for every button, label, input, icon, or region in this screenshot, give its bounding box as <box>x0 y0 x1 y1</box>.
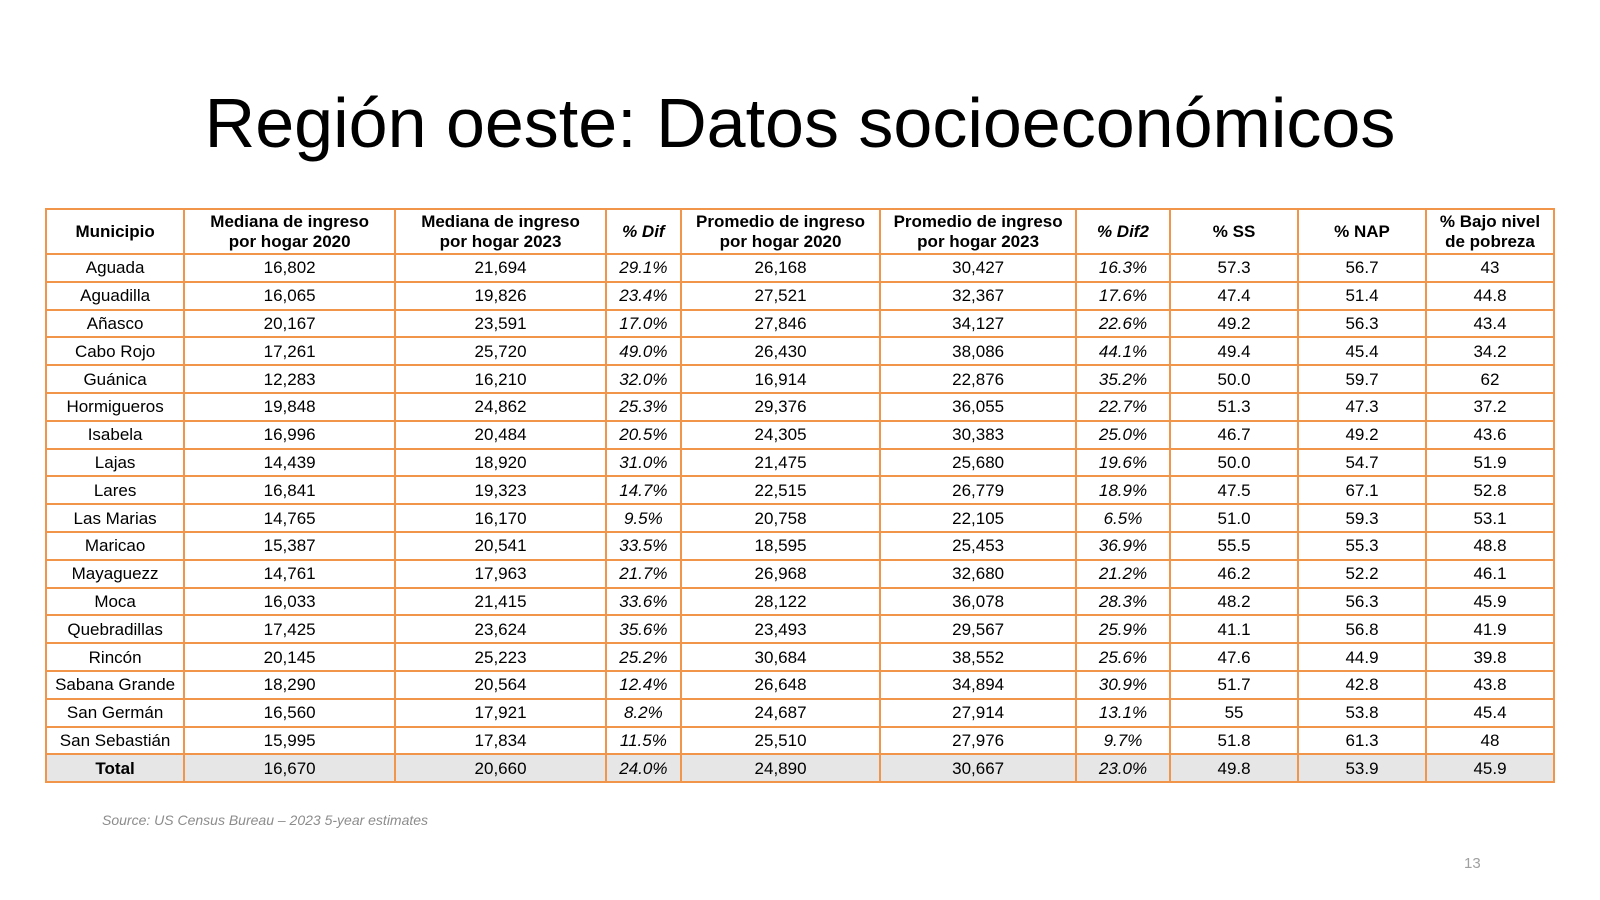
table-cell: 62 <box>1426 365 1554 393</box>
table-cell: 24,305 <box>681 421 881 449</box>
column-header-line: de pobreza <box>1445 231 1535 251</box>
table-cell: 17,834 <box>395 727 606 755</box>
table-cell: 35.6% <box>606 615 681 643</box>
table-cell: 21.2% <box>1076 560 1170 588</box>
table-cell: 16,170 <box>395 504 606 532</box>
column-header-line: por hogar 2023 <box>917 231 1040 251</box>
table-cell: 44.9 <box>1298 643 1426 671</box>
table-cell: 33.6% <box>606 588 681 616</box>
table-cell: 48.2 <box>1170 588 1298 616</box>
table-cell: 43 <box>1426 254 1554 282</box>
table-cell: 29.1% <box>606 254 681 282</box>
table-cell: 43.6 <box>1426 421 1554 449</box>
table-cell: 47.5 <box>1170 476 1298 504</box>
table-cell: 59.7 <box>1298 365 1426 393</box>
table-header <box>46 209 1554 254</box>
socioeconomic-table <box>45 208 1555 783</box>
table-cell: 22,515 <box>681 476 881 504</box>
table-cell: 30,383 <box>880 421 1076 449</box>
municipio-cell: Hormigueros <box>46 393 184 421</box>
table-cell: 49.4 <box>1170 337 1298 365</box>
table-cell: 51.3 <box>1170 393 1298 421</box>
table-cell: 52.8 <box>1426 476 1554 504</box>
table-cell: 45.9 <box>1426 588 1554 616</box>
municipio-cell: Mayaguezz <box>46 560 184 588</box>
table-cell: 19,848 <box>184 393 395 421</box>
column-header <box>681 209 881 254</box>
table-cell: 48.8 <box>1426 532 1554 560</box>
table-cell: 59.3 <box>1298 504 1426 532</box>
table-cell: 34.2 <box>1426 337 1554 365</box>
table-cell: 23.0% <box>1076 754 1170 782</box>
table-cell: 52.2 <box>1298 560 1426 588</box>
table-cell: 19,826 <box>395 282 606 310</box>
table-body <box>46 254 1554 782</box>
table-cell: 36,055 <box>880 393 1076 421</box>
municipio-cell: Moca <box>46 588 184 616</box>
table-cell: 25,510 <box>681 727 881 755</box>
table-cell: 16,033 <box>184 588 395 616</box>
table-cell: 20,541 <box>395 532 606 560</box>
table-cell: 49.8 <box>1170 754 1298 782</box>
table-cell: 15,387 <box>184 532 395 560</box>
table-cell: 24,890 <box>681 754 881 782</box>
column-header <box>184 209 395 254</box>
table-cell: 49.2 <box>1298 421 1426 449</box>
table-cell: 42.8 <box>1298 671 1426 699</box>
table-cell: 46.1 <box>1426 560 1554 588</box>
column-header <box>1076 209 1170 254</box>
table-cell: 16,560 <box>184 699 395 727</box>
table-cell: 18,920 <box>395 449 606 477</box>
table-cell: 27,976 <box>880 727 1076 755</box>
source-note: Source: US Census Bureau – 2023 5-year estimates <box>102 812 429 828</box>
table-cell: 49.2 <box>1170 310 1298 338</box>
table-cell: 9.7% <box>1076 727 1170 755</box>
table-row <box>46 671 1554 699</box>
table-cell: 27,846 <box>681 310 881 338</box>
table-cell: 45.9 <box>1426 754 1554 782</box>
table-cell: 16,914 <box>681 365 881 393</box>
table-cell: 18,290 <box>184 671 395 699</box>
table-cell: 9.5% <box>606 504 681 532</box>
table-cell: 53.9 <box>1298 754 1426 782</box>
table-cell: 11.5% <box>606 727 681 755</box>
table-cell: 25.6% <box>1076 643 1170 671</box>
municipio-cell: Quebradillas <box>46 615 184 643</box>
column-header <box>606 209 681 254</box>
table-cell: 16.3% <box>1076 254 1170 282</box>
municipio-cell: Añasco <box>46 310 184 338</box>
table-cell: 55 <box>1170 699 1298 727</box>
table-cell: 41.1 <box>1170 615 1298 643</box>
table-cell: 67.1 <box>1298 476 1426 504</box>
table-cell: 50.0 <box>1170 449 1298 477</box>
column-header-line: % NAP <box>1334 221 1390 241</box>
municipio-cell: Aguada <box>46 254 184 282</box>
table-cell: 43.4 <box>1426 310 1554 338</box>
table-cell: 25.9% <box>1076 615 1170 643</box>
column-header-line: Municipio <box>75 221 155 241</box>
table-cell: 31.0% <box>606 449 681 477</box>
slide-title: Región oeste: Datos socioeconómicos <box>204 84 1396 162</box>
table-cell: 17,425 <box>184 615 395 643</box>
table-cell: 32,367 <box>880 282 1076 310</box>
table-cell: 23,624 <box>395 615 606 643</box>
table-cell: 46.7 <box>1170 421 1298 449</box>
table-cell: 35.2% <box>1076 365 1170 393</box>
table-cell: 25,720 <box>395 337 606 365</box>
table-row <box>46 449 1554 477</box>
column-header <box>395 209 606 254</box>
table-cell: 54.7 <box>1298 449 1426 477</box>
table-cell: 26,648 <box>681 671 881 699</box>
table-cell: 28.3% <box>1076 588 1170 616</box>
municipio-cell: Total <box>46 754 184 782</box>
table-cell: 20,564 <box>395 671 606 699</box>
municipio-cell: Lares <box>46 476 184 504</box>
table-cell: 25.3% <box>606 393 681 421</box>
table-cell: 45.4 <box>1426 699 1554 727</box>
table-cell: 47.3 <box>1298 393 1426 421</box>
table-cell: 24,862 <box>395 393 606 421</box>
table-cell: 19.6% <box>1076 449 1170 477</box>
municipio-cell: Sabana Grande <box>46 671 184 699</box>
table-cell: 30,427 <box>880 254 1076 282</box>
table-cell: 56.3 <box>1298 588 1426 616</box>
table-cell: 20,145 <box>184 643 395 671</box>
table-cell: 44.8 <box>1426 282 1554 310</box>
municipio-cell: Guánica <box>46 365 184 393</box>
column-header-line: por hogar 2020 <box>228 231 351 251</box>
municipio-cell: Cabo Rojo <box>46 337 184 365</box>
table-cell: 16,841 <box>184 476 395 504</box>
table-cell: 34,127 <box>880 310 1076 338</box>
municipio-cell: Isabela <box>46 421 184 449</box>
table-cell: 56.7 <box>1298 254 1426 282</box>
table-cell: 23,591 <box>395 310 606 338</box>
table-cell: 19,323 <box>395 476 606 504</box>
column-header <box>1170 209 1298 254</box>
table-cell: 24,687 <box>681 699 881 727</box>
table-row <box>46 615 1554 643</box>
table-cell: 21,694 <box>395 254 606 282</box>
table-cell: 17.0% <box>606 310 681 338</box>
municipio-cell: San Sebastián <box>46 727 184 755</box>
column-header-line: por hogar 2020 <box>719 231 842 251</box>
table-cell: 27,914 <box>880 699 1076 727</box>
table-cell: 20.5% <box>606 421 681 449</box>
table-row <box>46 337 1554 365</box>
table-cell: 22.6% <box>1076 310 1170 338</box>
table-cell: 39.8 <box>1426 643 1554 671</box>
table-cell: 14.7% <box>606 476 681 504</box>
table-cell: 20,758 <box>681 504 881 532</box>
column-header-line: Promedio de ingreso <box>893 211 1063 231</box>
table-row <box>46 476 1554 504</box>
table-cell: 12,283 <box>184 365 395 393</box>
table-cell: 16,996 <box>184 421 395 449</box>
table-cell: 17.6% <box>1076 282 1170 310</box>
table-cell: 17,921 <box>395 699 606 727</box>
table-cell: 25.0% <box>1076 421 1170 449</box>
table-cell: 21,475 <box>681 449 881 477</box>
table-cell: 20,484 <box>395 421 606 449</box>
table-cell: 20,660 <box>395 754 606 782</box>
table-row <box>46 560 1554 588</box>
column-header-line: % Dif2 <box>1096 221 1149 241</box>
municipio-cell: Rincón <box>46 643 184 671</box>
table-row <box>46 310 1554 338</box>
table-cell: 53.8 <box>1298 699 1426 727</box>
table-cell: 18.9% <box>1076 476 1170 504</box>
table-cell: 17,963 <box>395 560 606 588</box>
column-header <box>1426 209 1554 254</box>
column-header <box>46 209 184 254</box>
column-header-line: % SS <box>1212 221 1256 241</box>
table-cell: 24.0% <box>606 754 681 782</box>
table-cell: 17,261 <box>184 337 395 365</box>
table-row <box>46 643 1554 671</box>
column-header <box>880 209 1076 254</box>
table-cell: 26,430 <box>681 337 881 365</box>
municipio-cell: Aguadilla <box>46 282 184 310</box>
table-cell: 25.2% <box>606 643 681 671</box>
table-cell: 22.7% <box>1076 393 1170 421</box>
table-cell: 50.0 <box>1170 365 1298 393</box>
table-cell: 29,376 <box>681 393 881 421</box>
table-cell: 6.5% <box>1076 504 1170 532</box>
table-cell: 51.7 <box>1170 671 1298 699</box>
table-cell: 22,876 <box>880 365 1076 393</box>
table-cell: 16,065 <box>184 282 395 310</box>
table-row <box>46 699 1554 727</box>
table-cell: 57.3 <box>1170 254 1298 282</box>
table-cell: 14,439 <box>184 449 395 477</box>
table-cell: 55.3 <box>1298 532 1426 560</box>
table-cell: 13.1% <box>1076 699 1170 727</box>
table-cell: 25,680 <box>880 449 1076 477</box>
table-row <box>46 421 1554 449</box>
total-row <box>46 754 1554 782</box>
table-cell: 53.1 <box>1426 504 1554 532</box>
table-cell: 49.0% <box>606 337 681 365</box>
table-cell: 48 <box>1426 727 1554 755</box>
table-row <box>46 365 1554 393</box>
table-cell: 51.0 <box>1170 504 1298 532</box>
table-cell: 32,680 <box>880 560 1076 588</box>
column-header-line: % Bajo nivel <box>1439 211 1541 231</box>
table-cell: 25,223 <box>395 643 606 671</box>
table-row <box>46 393 1554 421</box>
table-cell: 20,167 <box>184 310 395 338</box>
municipio-cell: Maricao <box>46 532 184 560</box>
table-cell: 15,995 <box>184 727 395 755</box>
page-number: 13 <box>1464 855 1481 872</box>
table-cell: 51.8 <box>1170 727 1298 755</box>
table-cell: 30,684 <box>681 643 881 671</box>
table-cell: 44.1% <box>1076 337 1170 365</box>
table-cell: 16,802 <box>184 254 395 282</box>
table-cell: 16,210 <box>395 365 606 393</box>
table-cell: 14,761 <box>184 560 395 588</box>
table-row <box>46 254 1554 282</box>
table-cell: 47.6 <box>1170 643 1298 671</box>
table-cell: 23.4% <box>606 282 681 310</box>
table-cell: 23,493 <box>681 615 881 643</box>
municipio-cell: Las Marias <box>46 504 184 532</box>
table-row <box>46 532 1554 560</box>
column-header <box>1298 209 1426 254</box>
header-row <box>46 209 1554 254</box>
table-cell: 14,765 <box>184 504 395 532</box>
table-cell: 56.8 <box>1298 615 1426 643</box>
table-cell: 26,968 <box>681 560 881 588</box>
table-cell: 8.2% <box>606 699 681 727</box>
table-cell: 12.4% <box>606 671 681 699</box>
table-cell: 33.5% <box>606 532 681 560</box>
table-cell: 55.5 <box>1170 532 1298 560</box>
table-cell: 45.4 <box>1298 337 1426 365</box>
table-cell: 36.9% <box>1076 532 1170 560</box>
column-header-line: Mediana de ingreso <box>210 211 369 231</box>
table-row <box>46 504 1554 532</box>
table-cell: 21,415 <box>395 588 606 616</box>
table-cell: 34,894 <box>880 671 1076 699</box>
table-cell: 43.8 <box>1426 671 1554 699</box>
table-cell: 56.3 <box>1298 310 1426 338</box>
table-cell: 18,595 <box>681 532 881 560</box>
table-cell: 28,122 <box>681 588 881 616</box>
table-cell: 46.2 <box>1170 560 1298 588</box>
column-header-line: Promedio de ingreso <box>695 211 866 231</box>
table-cell: 38,086 <box>880 337 1076 365</box>
table-cell: 21.7% <box>606 560 681 588</box>
table-cell: 38,552 <box>880 643 1076 671</box>
table-row <box>46 727 1554 755</box>
table-cell: 61.3 <box>1298 727 1426 755</box>
municipio-cell: Lajas <box>46 449 184 477</box>
table-cell: 29,567 <box>880 615 1076 643</box>
table-cell: 25,453 <box>880 532 1076 560</box>
table-cell: 47.4 <box>1170 282 1298 310</box>
table-cell: 27,521 <box>681 282 881 310</box>
table-cell: 36,078 <box>880 588 1076 616</box>
column-header-line: % Dif <box>622 221 665 241</box>
table-cell: 37.2 <box>1426 393 1554 421</box>
table-cell: 51.9 <box>1426 449 1554 477</box>
table-cell: 51.4 <box>1298 282 1426 310</box>
table-cell: 22,105 <box>880 504 1076 532</box>
table-cell: 16,670 <box>184 754 395 782</box>
table-cell: 32.0% <box>606 365 681 393</box>
table-row <box>46 588 1554 616</box>
column-header-line: Mediana de ingreso <box>421 211 580 231</box>
table-cell: 26,779 <box>880 476 1076 504</box>
table-cell: 26,168 <box>681 254 881 282</box>
municipio-cell: San Germán <box>46 699 184 727</box>
column-header-line: por hogar 2023 <box>439 231 562 251</box>
table-cell: 41.9 <box>1426 615 1554 643</box>
table-cell: 30.9% <box>1076 671 1170 699</box>
table-cell: 30,667 <box>880 754 1076 782</box>
table-row <box>46 282 1554 310</box>
